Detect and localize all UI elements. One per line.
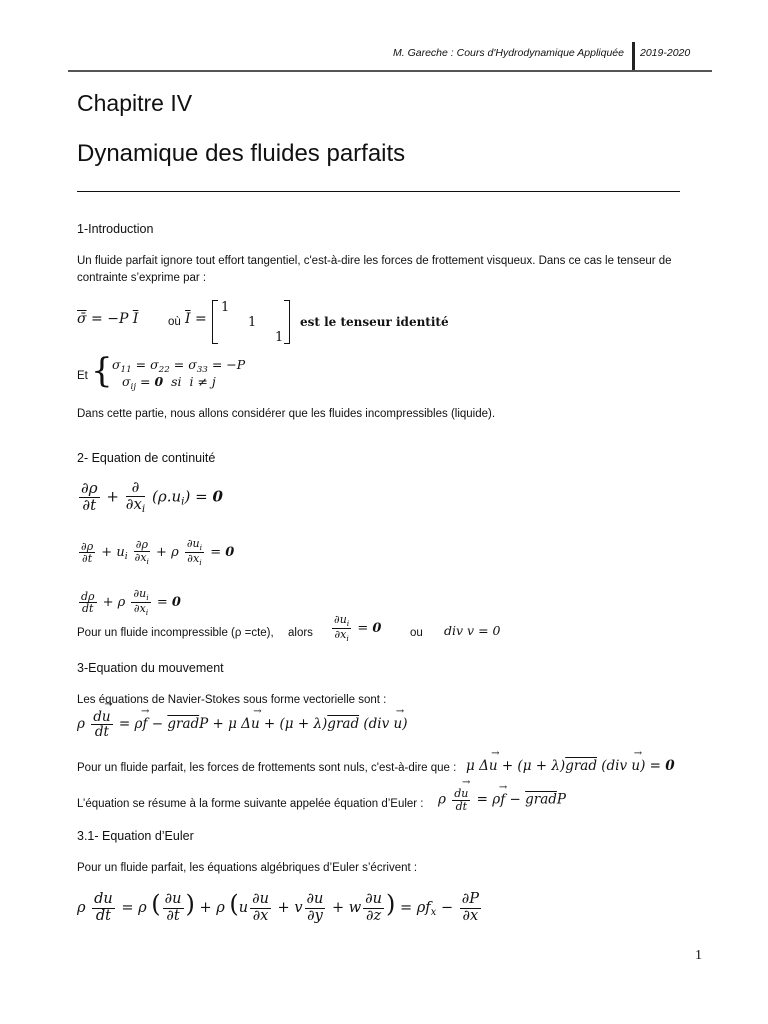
header-separator [632,42,635,70]
section-heading-continuity: 2- Equation de continuité [77,451,216,465]
intro-line-1: Un fluide parfait ignore tout effort tangentiel, c'est-à-dire les forces de frottement visqueux. Dans ce cas le tenseur de [77,255,672,267]
system-brace: { [91,351,113,391]
euler-form-text: L’équation se résume à la forme suivante appelée équation d’Euler : [77,798,424,810]
euler-algebraic-intro: Pour un fluide parfait, les équations algébriques d’Euler s’écrivent : [77,862,418,874]
et-label: Et [77,370,88,382]
title-rule [77,191,680,192]
page-number: 1 [695,948,702,963]
identity-22: 1 [248,315,257,330]
header-rule [68,70,712,72]
no-friction-eq: μ Δu → + (μ + λ)grad (div u →) = 0 [466,758,675,774]
section-heading-intro: 1-Introduction [77,222,154,236]
intro-line-2: contrainte s’exprime par : [77,272,207,284]
header-year: 2019-2020 [640,47,691,59]
incompressible-fluid-text: Pour un fluide incompressible (ρ =cte), [77,627,274,639]
div-v-eq: div v = 0 [444,623,501,638]
section-heading-euler: 3.1- Equation d’Euler [77,829,194,843]
ou-label-2: ou [410,627,423,639]
navier-stokes-intro: Les équations de Navier-Stokes sous forme vectorielle sont : [77,694,387,706]
incompressible-note: Dans cette partie, nous allons considérer que les fluides incompressibles (liquide). [77,408,496,420]
identity-symbol: $\overline{I}$ = [185,311,207,327]
identity-matrix [212,300,290,344]
stress-tensor-equation: σ̄ = −P $\overline{I}$ [77,311,139,327]
stress-offdiag-eq: $\sigma_{ij} = 0$ si i ≠ j [122,374,216,392]
header-author: M. Gareche : Cours d'Hydrodynamique Appliquée [393,47,624,59]
continuity-eq-2: $\frac{\partial\rho}{\partial t}$ + $u_i$ $\frac{\partial\rho}{\partial x_i}$ + ρ $\frac{\partial u_i}{\partial x_i}$ = 0 [81,537,235,568]
identity-11: 1 [221,300,230,315]
divergence-free-eq: $\frac{\partial u_i}{\partial x_i}$ = 0 [334,613,382,644]
page-title: Dynamique des fluides parfaits [77,140,406,167]
euler-x-eq: ρ $\frac{du}{dt}$ = ρ ( $\frac{\partial u}{\partial t}$ ) + ρ (u $\frac{\partial u}{\partial x}$ + v $\frac{\partial u}{\partial y}$ + w $\frac{\partial u}{\partial z}$ ) = $\rho f_x$ − $\frac{\partial P}{\partial x}$ [77,890,479,924]
continuity-eq-1: $\frac{\partial\rho}{\partial t}$ + ∂ $\partial x_i$ $(\rho.u_i) = 0$ [81,478,223,515]
section-heading-motion: 3-Equation du mouvement [77,661,224,675]
identity-33: 1 [275,330,284,345]
no-friction-text: Pour un fluide parfait, les forces de frottements sont nuls, c'est-à-dire que : [77,762,457,774]
chapter-label: Chapitre IV [77,90,193,116]
continuity-eq-3: $\frac{d\rho}{dt}$ + ρ $\frac{\partial u_i}{\partial x_i}$ = 0 [81,587,181,618]
intro-paragraph [77,253,697,287]
identity-caption: est le tenseur identité [300,315,449,329]
navier-stokes-eq: ρ $\frac{du \to}{dt}$ = ρf → − gradP + μ Δu → + (μ + λ)grad (div u →) [77,710,408,739]
alors-label: alors [288,627,313,639]
stress-diagonal-eq: $\sigma_{11} = \sigma_{22} = \sigma_{33} = -P$ [112,357,246,375]
euler-vector-eq: ρ $\frac{du \to}{dt}$ = ρf → − gradP [438,788,566,812]
ou-label: où [168,316,181,328]
